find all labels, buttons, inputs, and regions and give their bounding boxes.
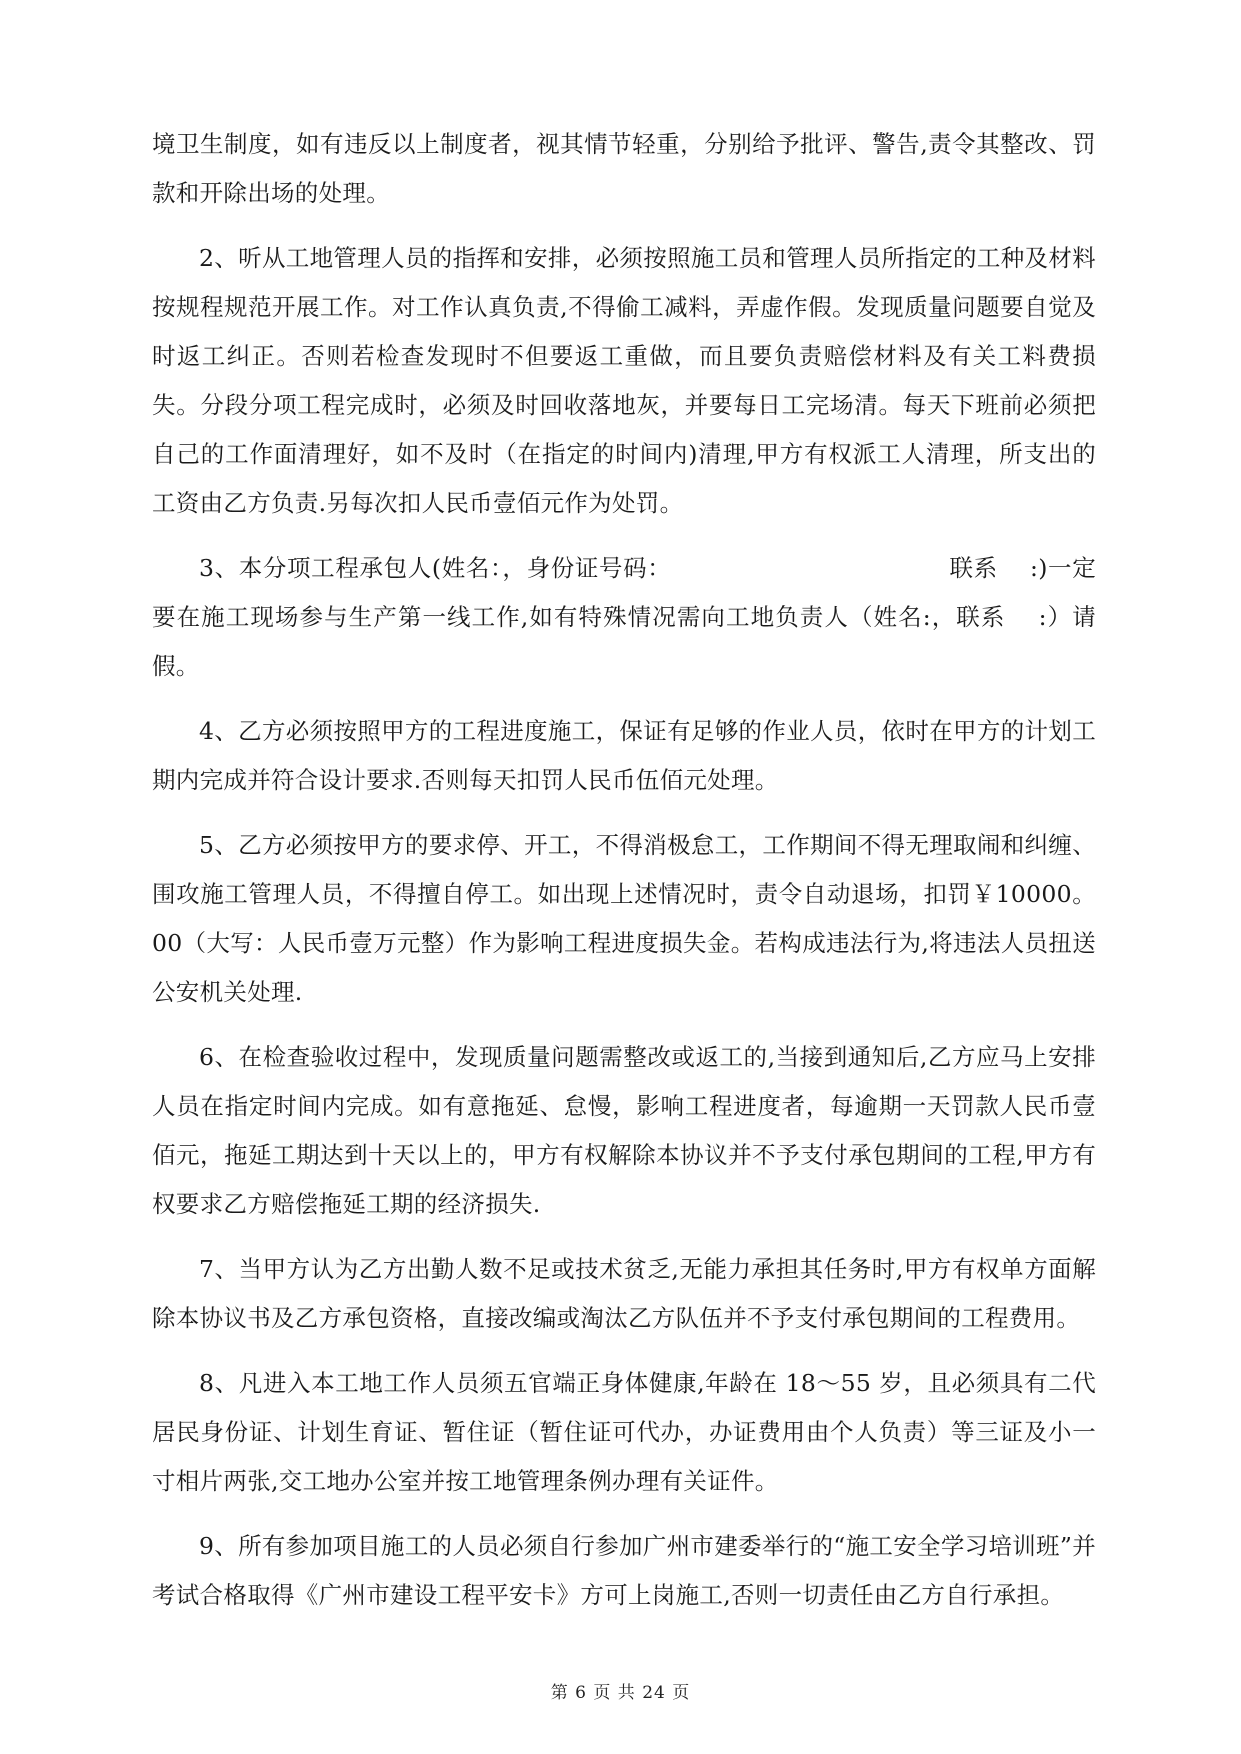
paragraph-clause-3: 3、本分项工程承包人(姓名：，身份证号码： 联系 :)一定要在施工现场参与生产第一线工作,如有特殊情况需向工地负责人（姓名:，联系 :）请假。 xyxy=(152,554,1096,680)
paragraph-clause-9: 9、所有参加项目施工的人员必须自行参加广州市建委举行的“施工安全学习培训班”并考试合格取得《广州市建设工程平安卡》方可上岗施工,否则一切责任由乙方自行承担。 xyxy=(152,1532,1096,1609)
paragraph-continued: 境卫生制度，如有违反以上制度者，视其情节轻重，分别给予批评、警告,责令其整改、罚款和开除出场的处理。 xyxy=(152,130,1096,207)
paragraph-clause-4: 4、乙方必须按照甲方的工程进度施工，保证有足够的作业人员，依时在甲方的计划工期内完成并符合设计要求.否则每天扣罚人民币伍佰元处理。 xyxy=(152,717,1096,794)
paragraph-clause-8: 8、凡进入本工地工作人员须五官端正身体健康,年龄在 18～55 岁，且必须具有二代居民身份证、计划生育证、暂住证（暂住证可代办，办证费用由个人负责）等三证及小一寸相片两张,交工地办公室并按工地管理条例办理有关证件。 xyxy=(152,1369,1096,1495)
paragraph-clause-5: 5、乙方必须按甲方的要求停、开工，不得消极怠工，工作期间不得无理取闹和纠缠、围攻施工管理人员，不得擅自停工。如出现上述情况时，责令自动退场，扣罚￥10000。00（大写：人民币壹万元整）作为影响工程进度损失金。若构成违法行为,将违法人员扭送公安机关处理. xyxy=(152,831,1096,1006)
paragraph-clause-2: 2、听从工地管理人员的指挥和安排，必须按照施工员和管理人员所指定的工种及材料按规程规范开展工作。对工作认真负责,不得偷工减料，弄虚作假。发现质量问题要自觉及时返工纠正。否则若检查发现时不但要返工重做，而且要负责赔偿材料及有关工料费损失。分段分项工程完成时，必须及时回收落地灰，并要每日工完场清。每天下班前必须把自己的工作面清理好，如不及时（在指定的时间内)清理,甲方有权派工人清理，所支出的工资由乙方负责.另每次扣人民币壹佰元作为处罚。 xyxy=(152,244,1096,517)
paragraph-clause-7: 7、当甲方认为乙方出勤人数不足或技术贫乏,无能力承担其任务时,甲方有权单方面解除本协议书及乙方承包资格，直接改编或淘汰乙方队伍并不予支付承包期间的工程费用。 xyxy=(152,1255,1096,1332)
document-body xyxy=(152,120,1096,1636)
page-number-footer: 第 6 页 共 24 页 xyxy=(550,1683,691,1703)
paragraph-clause-6: 6、在检查验收过程中，发现质量问题需整改或返工的,当接到通知后,乙方应马上安排人员在指定时间内完成。如有意拖延、怠慢，影响工程进度者，每逾期一天罚款人民币壹佰元，拖延工期达到十天以上的，甲方有权解除本协议并不予支付承包期间的工程,甲方有权要求乙方赔偿拖延工期的经济损失. xyxy=(152,1043,1096,1218)
